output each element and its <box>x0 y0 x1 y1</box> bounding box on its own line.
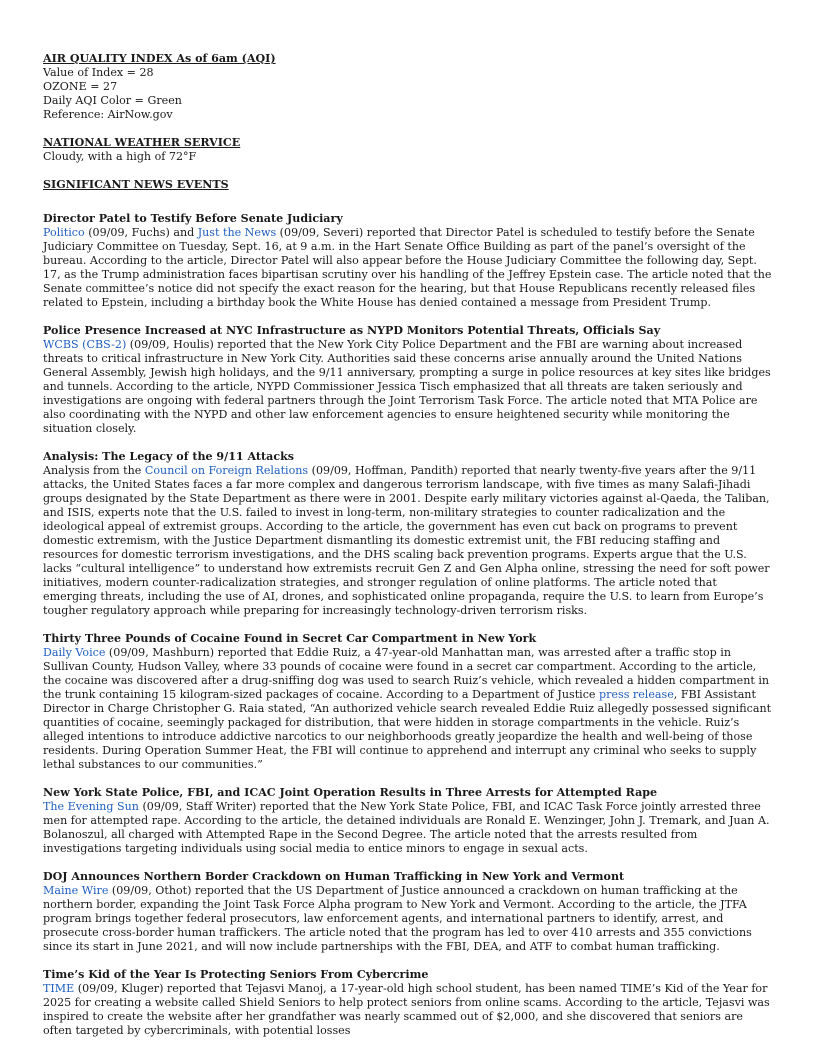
source-link[interactable]: Just the News <box>197 226 277 239</box>
article-title: DOJ Announces Northern Border Crackdown on Human Trafficking in New York and Vermont <box>43 870 625 883</box>
weather-heading: NATIONAL WEATHER SERVICE <box>43 136 241 149</box>
article-body <box>43 646 774 772</box>
article-patel-testify <box>43 212 774 310</box>
article-body <box>43 982 774 1038</box>
article-text: (09/09, Mashburn) reported that Eddie Ruiz, a 47-year-old Manhattan man, was arrested after a traffic stop in Sullivan County, Hudson Valley, where 33 pounds of cocaine were found in a secret car compartment. According to the article, the cocaine was discovered after a drug-sniffing dog was used to search Ruiz’s vehicle, which revealed a hidden compartment in the trunk containing 15 kilogram-sized packages of cocaine. According to a Department of Justice <box>43 646 770 701</box>
article-text: (09/09, Hoffman, Pandith) reported that nearly twenty-five years after the 9/11 attacks, the United States faces a far more complex and dangerous terrorism landscape, with five times as many Salafi-Jihadi groups designated by the State Department as there were in 2001. Despite early military victories against al-Qaeda, the Taliban, and ISIS, experts note that the U.S. failed to invest in long-term, non-military strategies to counter radicalization and the ideological appeal of extremist groups. According to the article, the government has even cut back on programs to prevent domestic extremism, with the Justice Department dismantling its domestic extremist unit, the FBI reducing staffing and resources for domestic terrorism investigations, and the DHS scaling back prevention programs. Experts argue that the U.S. lacks “cultural intelligence” to understand how extremists recruit Gen Z and Gen Alpha online, stressing the need for soft power initiatives, modern counter-radicalization strategies, and stronger regulation of online platforms. The article noted that emerging threats, including the use of AI, drones, and sophisticated online propaganda, require the U.S. to learn from Europe’s tougher regulatory approach while preparing for increasingly technology-driven terrorism risks. <box>43 464 770 617</box>
article-icac-arrests <box>43 786 774 856</box>
article-body <box>43 884 774 954</box>
article-body <box>43 800 774 856</box>
aqi-section <box>43 52 774 122</box>
aqi-heading: AIR QUALITY INDEX As of 6am (AQI) <box>43 52 276 65</box>
article-911-legacy <box>43 450 774 618</box>
article-title: Analysis: The Legacy of the 9/11 Attacks <box>43 450 295 463</box>
news-heading: SIGNIFICANT NEWS EVENTS <box>43 178 229 191</box>
news-section <box>43 178 774 1038</box>
press-release-link[interactable]: press release <box>599 688 674 701</box>
article-title: Thirty Three Pounds of Cocaine Found in Secret Car Compartment in New York <box>43 632 537 645</box>
aqi-color-line: Daily AQI Color = Green <box>43 94 182 107</box>
weather-text: Cloudy, with a high of 72°F <box>43 150 197 163</box>
article-text: Analysis from the <box>43 464 145 477</box>
aqi-ozone-line: OZONE = 27 <box>43 80 118 93</box>
article-northern-border <box>43 870 774 954</box>
source-link[interactable]: Council on Foreign Relations <box>144 464 309 477</box>
article-text: (09/09, Staff Writer) reported that the New York State Police, FBI, and ICAC Task Force jointly arrested three men for attempted rape. According to the article, the detained individuals are Ronald E. Wenzinger, John J. Tremark, and Juan A. Bolanoszul, all charged with Attempted Rape in the Second Degree. The article noted that the arrests resulted from investigations targeting individuals using social media to entice minors to engage in sexual acts. <box>43 800 770 855</box>
article-text: (09/09, Fuchs) and <box>84 226 198 239</box>
weather-section <box>43 136 774 164</box>
source-link[interactable]: Daily Voice <box>43 646 106 659</box>
article-nyc-infrastructure <box>43 324 774 436</box>
article-title: New York State Police, FBI, and ICAC Joint Operation Results in Three Arrests for Attempted Rape <box>43 786 658 799</box>
article-body <box>43 464 774 618</box>
article-text: (09/09, Othot) reported that the US Department of Justice announced a crackdown on human trafficking at the northern border, expanding the Joint Task Force Alpha program to New York and Vermont. According to the article, the JTFA program brings together federal prosecutors, law enforcement agents, and international partners to identify, arrest, and prosecute cross-border human traffickers. The article noted that the program has led to over 410 arrests and 355 convictions since its start in June 2021, and will now include partnerships with the FBI, DEA, and ATF to combat human trafficking. <box>43 884 752 953</box>
article-cocaine-seizure <box>43 632 774 772</box>
aqi-value-line: Value of Index = 28 <box>43 66 154 79</box>
article-text: (09/09, Houlis) reported that the New York City Police Department and the FBI are warning about increased threats to critical infrastructure in New York City. Authorities said these concerns arise annually around the United Nations General Assembly, Jewish high holidays, and the 9/11 anniversary, prompting a surge in police resources at key sites like bridges and tunnels. According to the article, NYPD Commissioner Jessica Tisch emphasized that all threats are taken seriously and investigations are ongoing with federal partners through the Joint Terrorism Task Force. The article noted that MTA Police are also coordinating with the NYPD and other law enforcement agencies to ensure heightened security while monitoring the situation closely. <box>43 338 771 435</box>
article-body <box>43 226 774 310</box>
source-link[interactable]: The Evening Sun <box>43 800 139 813</box>
document-page <box>43 52 774 1038</box>
source-link[interactable]: Maine Wire <box>43 884 109 897</box>
aqi-reference-line: Reference: AirNow.gov <box>43 108 173 121</box>
article-text: (09/09, Kluger) reported that Tejasvi Manoj, a 17-year-old high school student, has been named TIME’s Kid of the Year for 2025 for creating a website called Shield Seniors to help protect seniors from online scams. According to the article, Tejasvi was inspired to create the website after her grandfather was nearly scammed out of $2,000, and she discovered that seniors are often targeted by cybercriminals, with potential losses <box>43 982 770 1037</box>
article-kid-of-year <box>43 968 774 1038</box>
article-title: Time’s Kid of the Year Is Protecting Seniors From Cybercrime <box>43 968 429 981</box>
article-text: , FBI Assistant Director in Charge Christopher G. Raia stated, “An authorized vehicle search revealed Eddie Ruiz allegedly possessed significant quantities of cocaine, seemingly packaged for distribution, that were hidden in storage compartments in the vehicle. Ruiz’s alleged intentions to introduce addictive narcotics to our neighborhoods greatly jeopardize the health and well-being of those residents. During Operation Summer Heat, the FBI will continue to apprehend and interrupt any criminal who seeks to supply lethal substances to our communities.” <box>43 688 772 771</box>
article-title: Director Patel to Testify Before Senate Judiciary <box>43 212 343 225</box>
article-text: (09/09, Severi) reported that Director Patel is scheduled to testify before the Senate Judiciary Committee on Tuesday, Sept. 16, at 9 a.m. in the Hart Senate Office Building as part of the panel’s oversight of the bureau. According to the article, Director Patel will also appear before the House Judiciary Committee the following day, Sept. 17, as the Trump administration faces bipartisan scrutiny over his handling of the Jeffrey Epstein case. The article noted that the Senate committee’s notice did not specify the exact reason for the hearing, but that House Republicans recently released files related to Epstein, including a birthday book the White House has denied contained a message from President Trump. <box>43 226 772 309</box>
source-link[interactable]: WCBS (CBS-2) <box>43 338 127 351</box>
article-title: Police Presence Increased at NYC Infrastructure as NYPD Monitors Potential Threats, Officials Say <box>43 324 661 337</box>
source-link[interactable]: Politico <box>43 226 85 239</box>
article-body <box>43 338 774 436</box>
source-link[interactable]: TIME <box>43 982 75 995</box>
